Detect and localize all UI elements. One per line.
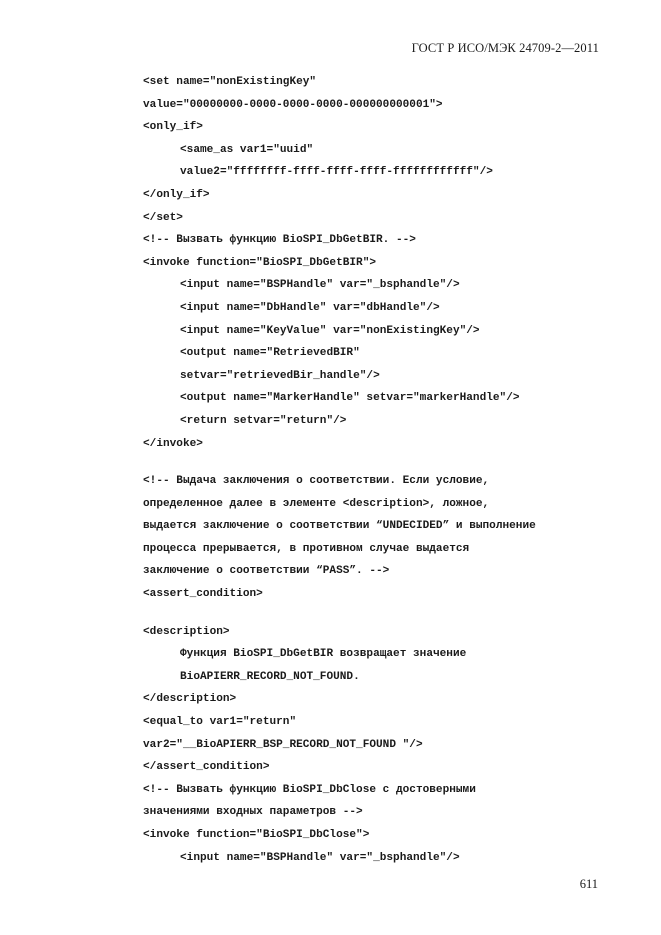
- code-line: <description>: [143, 625, 230, 638]
- code-listing: [143, 71, 613, 869]
- code-line: <input name="BSPHandle" var="_bsphandle"/>: [180, 279, 460, 292]
- code-line: выдается заключение о соответствии “UNDECIDED” и выполнение: [143, 520, 536, 533]
- code-line: <equal_to var1="return": [143, 716, 297, 729]
- code-line: <!-- Вызвать функцию BioSPI_DbGetBIR. -->: [143, 234, 416, 247]
- code-line: </description>: [143, 693, 237, 706]
- code-line: процесса прерывается, в противном случае выдается: [143, 542, 470, 555]
- document-header: ГОСТ Р ИСО/МЭК 24709-2—2011: [411, 41, 599, 55]
- code-line: <assert_condition>: [143, 588, 263, 601]
- code-line: <input name="KeyValue" var="nonExistingKey"/>: [180, 324, 480, 337]
- code-line: <output name="RetrievedBIR": [180, 347, 360, 360]
- code-line: значениями входных параметров -->: [143, 806, 363, 819]
- code-line: </assert_condition>: [143, 761, 270, 774]
- code-line: BioAPIERR_RECORD_NOT_FOUND.: [180, 670, 360, 683]
- code-line: <!-- Вызвать функцию BioSPI_DbClose с достоверными: [143, 783, 476, 796]
- code-line: </invoke>: [143, 437, 203, 450]
- code-line: <set name="nonExistingKey": [143, 76, 317, 88]
- code-line: var2="__BioAPIERR_BSP_RECORD_NOT_FOUND "/>: [143, 738, 423, 751]
- code-line: value="00000000-0000-0000-0000-000000000001">: [143, 98, 443, 111]
- code-line: определенное далее в элементе <description>, ложное,: [143, 497, 490, 510]
- code-line: </set>: [143, 211, 183, 224]
- code-line: <invoke function="BioSPI_DbGetBIR">: [143, 256, 377, 269]
- code-line: Функция BioSPI_DbGetBIR возвращает значение: [180, 648, 467, 661]
- code-line: </only_if>: [143, 188, 210, 201]
- code-line: <!-- Выдача заключения о соответствии. Если условие,: [143, 475, 490, 488]
- code-line: <same_as var1="uuid": [180, 143, 314, 156]
- code-line: value2="ffffffff-ffff-ffff-ffff-ffffffffffff"/>: [180, 166, 493, 179]
- page-number: 611: [579, 877, 598, 891]
- code-line: <only_if>: [143, 121, 203, 134]
- code-line: <input name="DbHandle" var="dbHandle"/>: [180, 301, 440, 314]
- code-line: <invoke function="BioSPI_DbClose">: [143, 829, 370, 841]
- code-line: <input name="BSPHandle" var="_bsphandle"/>: [180, 851, 460, 864]
- code-line: <output name="MarkerHandle" setvar="markerHandle"/>: [180, 392, 520, 405]
- code-line: <return setvar="return"/>: [180, 414, 347, 427]
- code-line: заключение о соответствии “PASS”. -->: [143, 565, 390, 578]
- code-line: setvar="retrievedBir_handle"/>: [180, 369, 380, 382]
